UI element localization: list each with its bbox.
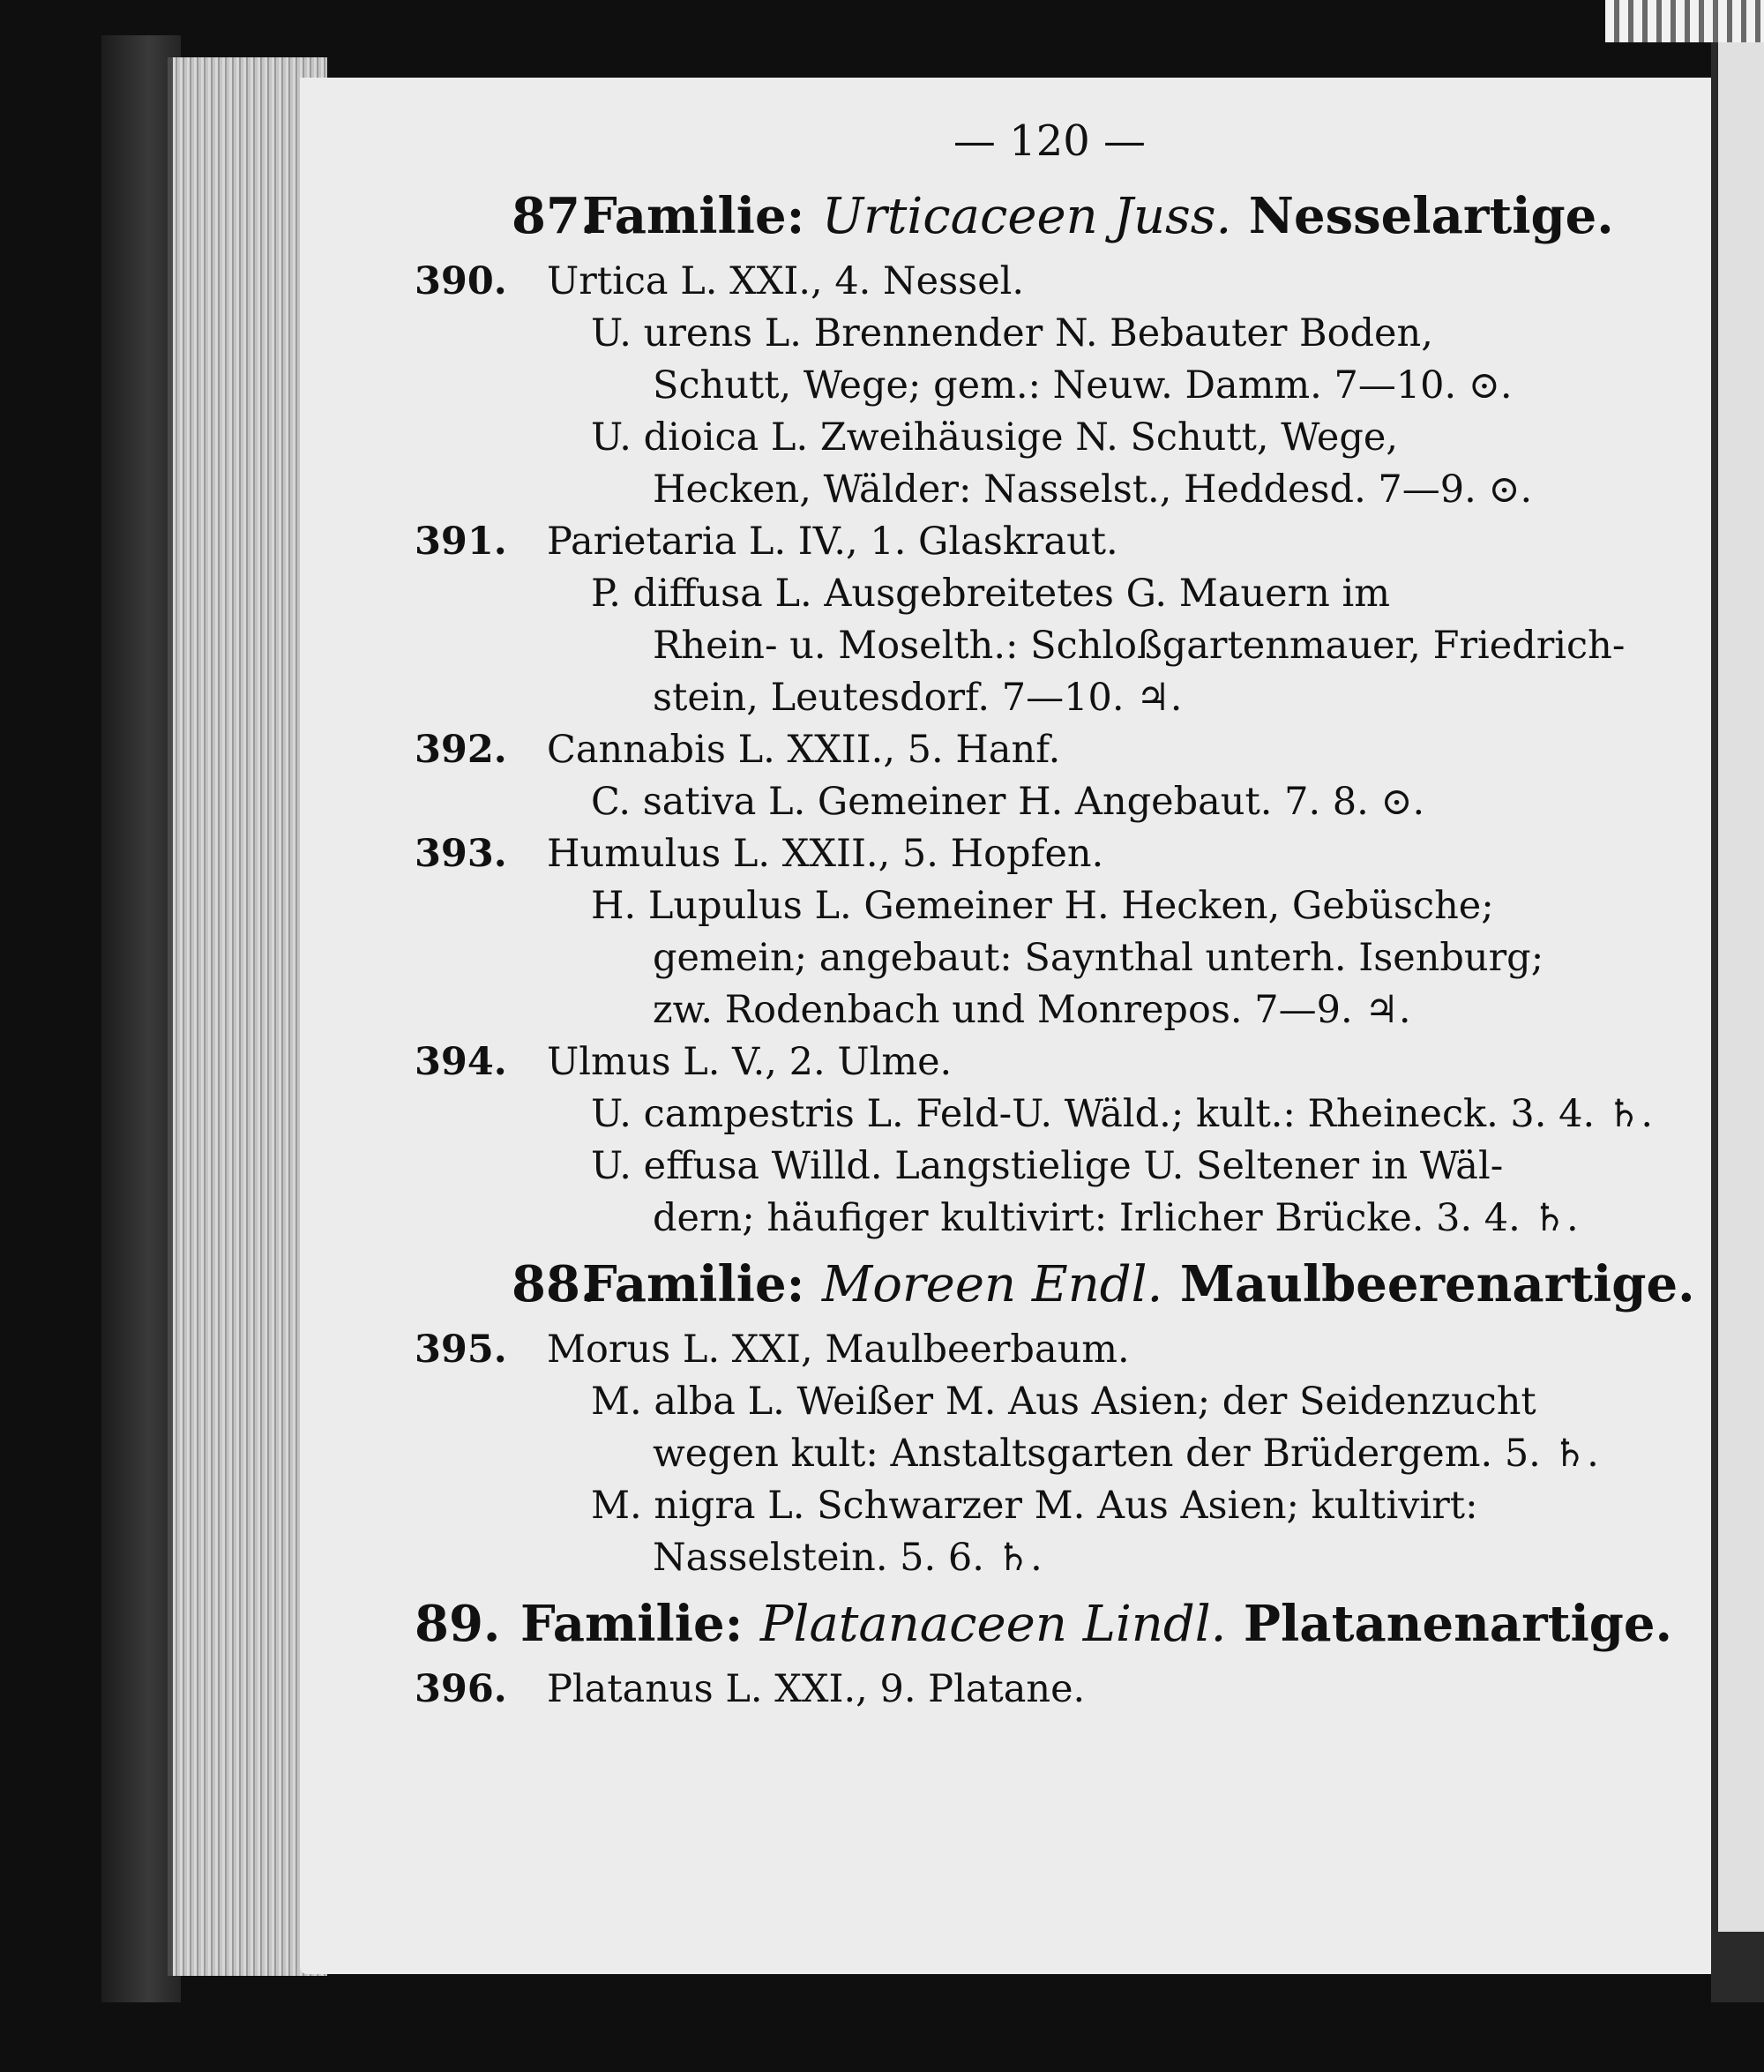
entry-text: Morus L. XXI, Maulbeerbaum.: [547, 1328, 1130, 1372]
genus-entry: [415, 1664, 1685, 1716]
species-entry: [415, 1428, 1685, 1480]
facing-page: [1718, 35, 1764, 1932]
bookmark-ribbon: [1605, 0, 1764, 42]
entry-number: 394.: [415, 1040, 507, 1084]
family-title: [520, 1584, 1672, 1664]
entry-number: 390.: [415, 259, 507, 303]
family-latin-name: Platanaceen Lindl.: [759, 1596, 1227, 1653]
genus-entry: [415, 1324, 1685, 1376]
species-entry: [415, 568, 1685, 620]
species-entry: [415, 360, 1685, 412]
page-number: — 120 —: [953, 116, 1147, 166]
species-entry: [415, 880, 1685, 932]
page-text: [415, 106, 1695, 1716]
family-german-name: Platanenartige.: [1226, 1595, 1673, 1653]
species-entry: [415, 984, 1685, 1036]
entry-text: Ulmus L. V., 2. Ulme.: [547, 1040, 953, 1084]
family-heading: [415, 1245, 1695, 1324]
family-heading: [415, 176, 1685, 256]
entry-number: 392.: [415, 728, 507, 772]
genus-entry: [415, 256, 1685, 308]
family-latin-name: Urticaceen Juss.: [821, 188, 1232, 245]
family-number: 88.: [512, 1255, 598, 1313]
entry-text: Urtica L. XXI., 4. Nessel.: [547, 259, 1025, 303]
family-label: Familie:: [582, 187, 822, 245]
family-title: [582, 176, 1614, 257]
entry-text: H. Lupulus L. Gemeiner H. Hecken, Gebüsche;: [591, 884, 1494, 928]
entry-text: wegen kult: Anstaltsgarten der Brüdergem. 5. ♄.: [653, 1432, 1599, 1476]
family-number: 89.: [415, 1595, 501, 1653]
species-entry: [415, 308, 1685, 360]
species-entry: [415, 932, 1685, 984]
entry-text: stein, Leutesdorf. 7—10. ♃.: [653, 676, 1183, 720]
entry-number: 396.: [415, 1667, 507, 1711]
genus-entry: [415, 828, 1685, 880]
entry-text: P. diffusa L. Ausgebreitetes G. Mauern im: [591, 572, 1391, 616]
entry-text: Schutt, Wege; gem.: Neuw. Damm. 7—10. ⊙.: [653, 363, 1513, 408]
entry-text: M. alba L. Weißer M. Aus Asien; der Seidenzucht: [591, 1380, 1536, 1424]
entry-text: gemein; angebaut: Saynthal unterh. Isenburg;: [653, 936, 1544, 980]
family-german-name: Nesselartige.: [1231, 187, 1614, 245]
species-entry: [415, 1376, 1685, 1428]
genus-entry: [415, 724, 1685, 776]
entry-text: Humulus L. XXII., 5. Hopfen.: [547, 832, 1104, 876]
species-entry: [415, 464, 1685, 516]
entry-text: Rhein- u. Moselth.: Schloßgartenmauer, Friedrich-: [653, 624, 1626, 668]
genus-entry: [415, 1036, 1685, 1088]
species-entry: [415, 1141, 1685, 1193]
species-entry: [415, 1088, 1685, 1141]
family-label: Familie:: [582, 1255, 822, 1313]
family-german-name: Maulbeerenartige.: [1162, 1255, 1695, 1313]
entry-number: 393.: [415, 832, 507, 876]
entry-number: 391.: [415, 520, 507, 564]
species-entry: [415, 1532, 1685, 1584]
species-entry: [415, 1480, 1685, 1532]
family-heading: [415, 1584, 1685, 1664]
family-number: 87.: [512, 187, 598, 245]
entry-number: 395.: [415, 1328, 507, 1372]
species-entry: [415, 1193, 1685, 1245]
entry-text: zw. Rodenbach und Monrepos. 7—9. ♃.: [653, 988, 1411, 1032]
entry-text: M. nigra L. Schwarzer M. Aus Asien; kultivirt:: [591, 1484, 1478, 1528]
entry-text: U. urens L. Brennender N. Bebauter Boden,: [591, 311, 1433, 355]
genus-entry: [415, 516, 1685, 568]
entry-text: U. effusa Willd. Langstielige U. Seltener in Wäl-: [591, 1144, 1504, 1188]
family-title: [582, 1245, 1695, 1325]
entry-text: Parietaria L. IV., 1. Glaskraut.: [547, 520, 1118, 564]
species-entry: [415, 672, 1685, 724]
species-entry: [415, 620, 1685, 672]
family-latin-name: Moreen Endl.: [821, 1256, 1163, 1313]
family-label: Familie:: [520, 1595, 760, 1653]
entry-text: U. campestris L. Feld-U. Wäld.; kult.: Rheineck. 3. 4. ♄.: [591, 1092, 1654, 1136]
entry-text: dern; häufiger kultivirt: Irlicher Brücke. 3. 4. ♄.: [653, 1196, 1579, 1240]
entry-text: Platanus L. XXI., 9. Platane.: [547, 1667, 1086, 1711]
species-entry: [415, 776, 1685, 828]
entry-text: Nasselstein. 5. 6. ♄.: [653, 1536, 1043, 1580]
species-entry: [415, 412, 1685, 464]
entry-text: Cannabis L. XXII., 5. Hanf.: [547, 728, 1061, 772]
entry-text: C. sativa L. Gemeiner H. Angebaut. 7. 8. ⊙.: [591, 780, 1425, 824]
entry-text: U. dioica L. Zweihäusige N. Schutt, Wege,: [591, 415, 1399, 460]
entry-text: Hecken, Wälder: Nasselst., Heddesd. 7—9. ⊙.: [653, 468, 1533, 512]
